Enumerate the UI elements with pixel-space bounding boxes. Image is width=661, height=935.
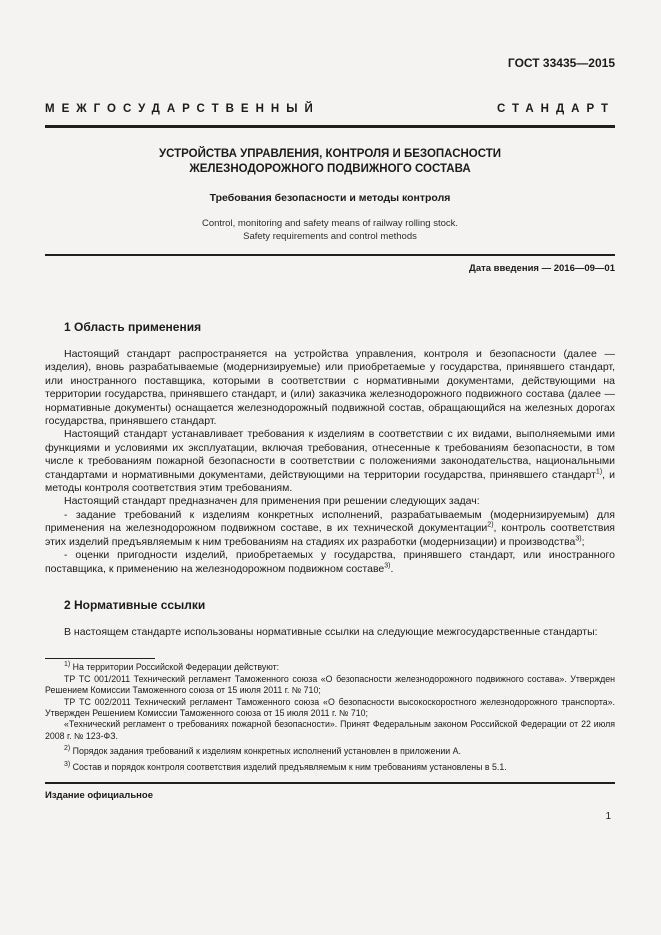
paragraph-requirements-tail: , и методы контроля соответствия этим требованиям.	[45, 468, 615, 495]
page-number: 1	[605, 810, 611, 822]
standard-type-line	[45, 103, 615, 116]
footnote-1-item-1: ТР ТС 001/2011 Технический регламент Таможенного союза «О безопасности железнодорожного подвижного состава». Утвержден Решением Комиссии Таможенного союза от 15 июля 2011 г. № 710;	[45, 673, 615, 696]
footer-rule	[45, 782, 615, 784]
paragraph-normative-refs: В настоящем стандарте использованы нормативные ссылки на следующие межгосударственные стандарты:	[64, 625, 598, 638]
task-1-text-mid: , контроль соответствия этих изделий предъявляемым к ним требованиям на стадиях их разработки (модернизации) и производства	[45, 522, 615, 548]
section-2-body	[45, 626, 615, 639]
effective-date: Дата введения — 2016—09—01	[469, 263, 615, 274]
doc-number: ГОСТ 33435—2015	[507, 56, 615, 70]
task-2-text: - оценки пригодности изделий, приобретаемых у государства, принявшего стандарт, или иностранного поставщика, к применению на железнодорожном подвижном составе	[45, 549, 615, 575]
standard-type-word2: СТАНДАРТ	[497, 103, 615, 115]
footnote-1-item-2: ТР ТС 002/2011 Технический регламент Таможенного союза «О безопасности высокоскоростного железнодорожного транспорта». Утвержден Решением Комиссии Таможенного союза от 15 июля 2011 г. № 710;	[45, 696, 615, 718]
footnote-ref-3b: 3)	[384, 562, 391, 569]
document-title	[45, 147, 615, 177]
footnote-2	[45, 746, 615, 757]
list-item-task-2	[45, 549, 615, 576]
task-2-text-tail: .	[390, 562, 394, 575]
task-1-text-tail: ;	[581, 535, 585, 548]
footnote-2-marker: 2)	[64, 745, 71, 753]
document-title-line1: УСТРОЙСТВА УПРАВЛЕНИЯ, КОНТРОЛЯ И БЕЗОПАСНОСТИ	[158, 148, 502, 160]
footnote-3-text: Состав и порядок контроля соответствия изделий предъявляемым к ним требованиям установлены в 5.1.	[70, 761, 507, 772]
section-1-heading: 1 Область применения	[64, 320, 202, 334]
footnote-1-item-3: «Технический регламент о требованиях пожарной безопасности». Принят Федеральным законом Российской Федерации от 22 июля 2008 г. № 123-ФЗ.	[45, 719, 615, 741]
paragraph-tasks-intro: Настоящий стандарт предназначен для применения при решении следующих задач:	[64, 495, 480, 508]
footnote-3	[45, 762, 615, 773]
header-rule	[45, 125, 615, 128]
subtitle-en-line2: Safety requirements and control methods	[243, 231, 417, 242]
standard-type-word1: МЕЖГОСУДАРСТВЕННЫЙ	[45, 103, 320, 115]
paragraph-requirements-text: Настоящий стандарт устанавливает требования к изделиям в соответствии с их видами, выполняемыми ими функциями и условиями их эксплуатации, включая требования, отнесенные к требованиям безопасности, в том числе к требованиям пожарной безопасности в соответствии с положениями законодательства, национальными стандартами и нормативными документами, действующими на территории государства, принявшего стандарт	[45, 428, 615, 481]
footnote-2-text: Порядок задания требований к изделиям конкретных исполнений установлен в приложении А.	[70, 746, 461, 757]
footnote-3-marker: 3)	[64, 760, 71, 768]
footnote-1-text: На территории Российской Федерации действуют:	[70, 662, 280, 673]
section-1-body	[45, 348, 615, 576]
footnote-separator	[45, 658, 155, 659]
footnote-ref-3: 3)	[575, 535, 582, 543]
subtitle-en-line1: Control, monitoring and safety means of railway rolling stock.	[201, 218, 459, 229]
paragraph-requirements	[45, 428, 615, 495]
footnotes-block	[45, 658, 615, 773]
footnote-1-marker: 1)	[64, 661, 71, 669]
footnote-ref-1: 1)	[595, 468, 603, 476]
edition-label: Издание официальное	[45, 789, 153, 801]
task-1-text: - задание требований к изделиям конкретных исполнений, разрабатываемым (модернизируемым) для применения на железнодорожном подвижном составе, в их технической документации	[45, 508, 615, 535]
paragraph-scope: Настоящий стандарт распространяется на устройства управления, контроля и безопасности (далее — изделия), вновь разрабатываемые (модернизируемые) или приобретаемые у государства, принявшего стандарт, или иностранного поставщика, которыми в соответствии с нормативными документами, действующими на территории государства, принявшего стандарт, и (или) заказчика железнодорожного подвижного состава (далее — нормативные документы) оснащается железнодорожный подвижной состав, обращающийся на железных дорогах государства, принявшего стандарт.	[45, 348, 615, 428]
footnote-ref-2: 2)	[487, 521, 494, 529]
document-subtitle-ru: Требования безопасности и методы контроля	[209, 192, 451, 204]
section-2-heading: 2 Нормативные ссылки	[64, 597, 206, 612]
document-title-line2: ЖЕЛЕЗНОДОРОЖНОГО ПОДВИЖНОГО СОСТАВА	[189, 163, 471, 175]
document-subtitle-en	[45, 217, 615, 243]
title-rule	[45, 254, 615, 256]
footnote-1	[45, 662, 615, 673]
list-item-task-1	[45, 509, 615, 549]
